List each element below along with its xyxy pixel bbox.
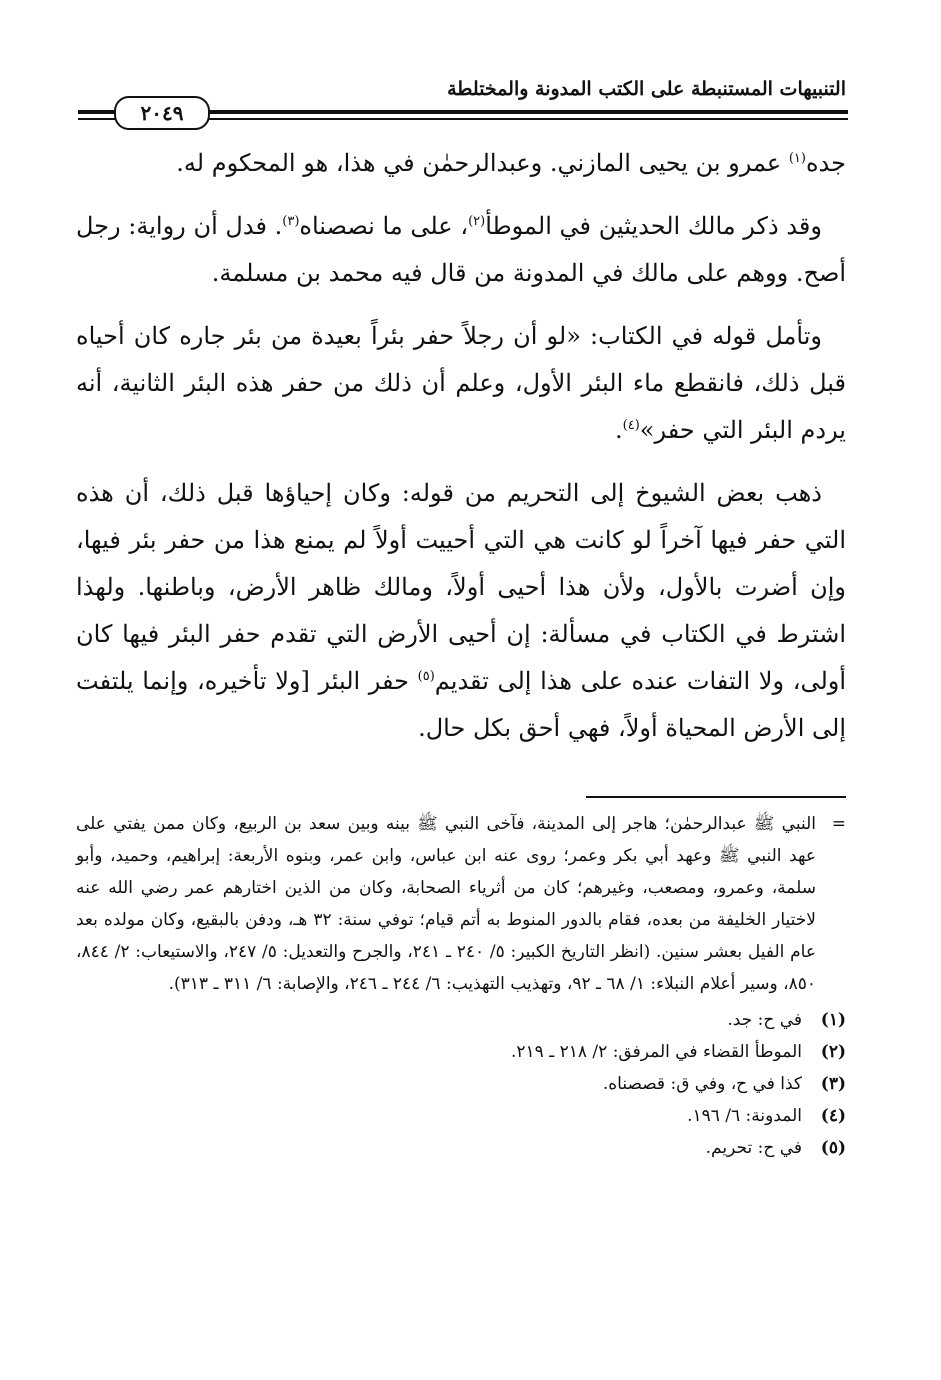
- paragraph-3-part-a: وتأمل قوله في الكتاب: «لو أن رجلاً حفر بئراً بعيدة من بئر جاره كان أحياه قبل ذلك، فانقطع ماء البئر الأول، وعلم أن ذلك من حفر هذه البئر الثانية، أنه يردم البئر التي حفر»: [76, 322, 846, 444]
- footnote-ref-5: (٥): [417, 669, 435, 684]
- footnote-separator: [586, 796, 846, 798]
- footnote-number: (٢): [820, 1042, 846, 1062]
- paragraph-2-part-b: ، على ما نصصناه: [299, 212, 469, 240]
- paragraph-1: [76, 140, 846, 187]
- footnote-text: في ح: تحريم.: [705, 1138, 802, 1158]
- footnote-number: (٤): [820, 1106, 846, 1126]
- footnote-number: (٥): [820, 1138, 846, 1158]
- footnote-ref-2: (٢): [468, 214, 486, 229]
- footnote-1: [76, 1004, 846, 1036]
- paragraph-1-part-b: عمرو بن يحيى المازني. وعبدالرحمٰن في هذا، هو المحكوم له.: [176, 149, 789, 177]
- footnotes: [76, 808, 846, 1164]
- paragraph-2-part-a: وقد ذكر مالك الحديثين في الموطأ: [485, 212, 822, 240]
- footnote-4: [76, 1100, 846, 1132]
- paragraph-1-part-a: جده: [805, 149, 846, 177]
- paragraph-4: [76, 470, 846, 752]
- footnote-continuation: [76, 808, 846, 1000]
- paragraph-4-part-b: حفر البئر [ولا تأخيره، وإنما يلتفت إلى الأرض المحياة أولاً، فهي أحق بكل حال.: [76, 667, 846, 742]
- footnote-number: (١): [820, 1010, 846, 1030]
- footnote-text: في ح: جد.: [727, 1010, 802, 1030]
- main-text: [76, 140, 846, 768]
- running-title: التنبيهات المستنبطة على الكتب المدونة والمختلطة: [447, 78, 846, 100]
- paragraph-3: [76, 313, 846, 454]
- continuation-text: النبي ﷺ عبدالرحمٰن؛ هاجر إلى المدينة، فآخى النبي ﷺ بينه وبين سعد بن الربيع، وكان ممن يفتي على عهد النبي ﷺ وعهد أبي بكر وعمر؛ روى عنه ابن عباس، وابن عمر، وبنوه الأربعة: إبراهيم، وحميد، وأبو سلمة، وعمرو، ومصعب، وغيرهم؛ كان من أثرياء الصحابة، وكان من الذين اختارهم عمر رضي الله عنه لاختيار الخليفة من بعده، فقام بالدور المنوط به أتم قيام؛ توفي سنة: ٣٢ هـ، ودفن بالبقيع، وكان مولده بعد عام الفيل بعشر سنين. (انظر التاريخ الكبير: ٥/ ٢٤٠ ـ ٢٤١، والجرح والتعديل: ٥/ ٢٤٧، والاستيعاب: ٢/ ٨٤٤، ٨٥٠، وسير أعلام النبلاء: ١/ ٦٨ ـ ٩٢، وتهذيب التهذيب: ٦/ ٢٤٤ ـ ٢٤٦، والإصابة: ٦/ ٣١١ ـ ٣١٣).: [76, 814, 817, 994]
- footnote-ref-4: (٤): [622, 418, 640, 433]
- footnote-ref-3: (٣): [282, 214, 300, 229]
- continuation-mark: =: [831, 814, 846, 834]
- page-number: ٢٠٤٩: [114, 96, 210, 130]
- paragraph-2-part-c: . فدل أن رواية: رجل أصح. ووهم على مالك في المدونة من قال فيه محمد بن مسلمة.: [76, 212, 846, 287]
- paragraph-4-part-a: ذهب بعض الشيوخ إلى التحريم من قوله: وكان إحياؤها قبل ذلك، أن هذه التي حفر فيها آخراً لو كانت هي التي أحييت أولاً لم يمنع هذا من حفر بئر فيها، وإن أضرت بالأول، ولأن هذا أحيى أولاً، ومالك ظاهر الأرض، وباطنها. ولهذا اشترط في الكتاب في مسألة: إن أحيى الأرض التي تقدم حفر البئر فيها كان أولى، ولا التفات عنده على هذا إلى تقديم: [76, 479, 847, 695]
- footnote-3: [76, 1068, 846, 1100]
- footnote-number: (٣): [820, 1074, 846, 1094]
- footnote-text: المدونة: ٦/ ١٩٦.: [687, 1106, 802, 1126]
- paragraph-2: [76, 203, 846, 297]
- footnote-text: الموطأ القضاء في المرفق: ٢/ ٢١٨ ـ ٢١٩.: [511, 1042, 802, 1062]
- footnote-ref-1: (١): [788, 151, 806, 166]
- paragraph-3-part-b: .: [615, 416, 623, 444]
- footnote-5: [76, 1132, 846, 1164]
- footnote-2: [76, 1036, 846, 1068]
- footnote-text: كذا في ح، وفي ق: قصصناه.: [602, 1074, 802, 1094]
